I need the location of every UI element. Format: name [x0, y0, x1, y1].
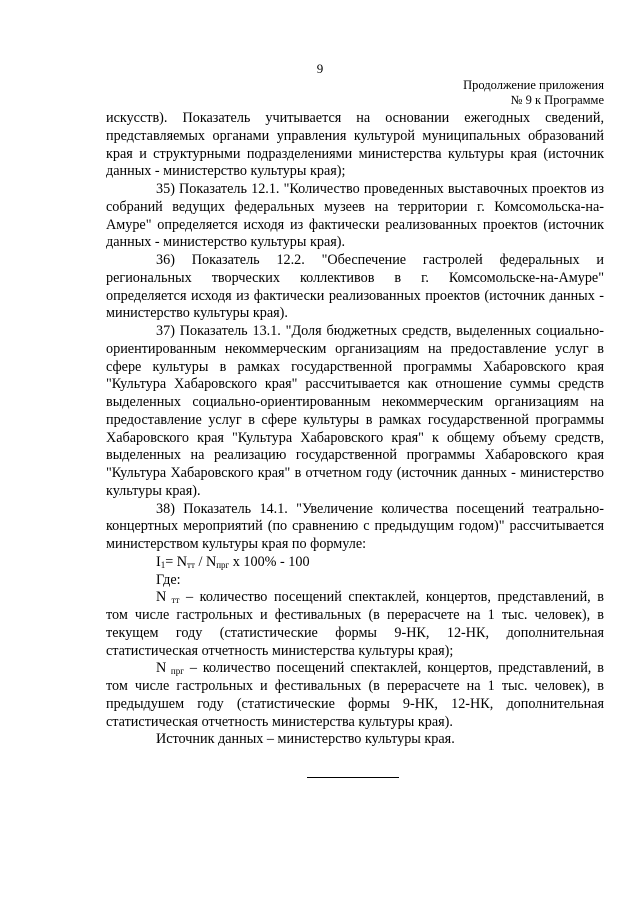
- end-divider: [307, 777, 399, 778]
- definition-ntt: [106, 589, 604, 660]
- definition-nprg: [106, 660, 604, 731]
- formula-slash: / N: [194, 553, 217, 570]
- paragraph-37: 37) Показатель 13.1. "Доля бюджетных средств, выделенных социально-ориентированным некоммерческим организациям на предоставление услуг в сфере культуры в рамках государственной программы Хабаровского края "Культура Хабаровского края" рассчитывается как отношение суммы средств выделенных социально-ориентированным некоммерческим организациям на предоставление услуг в сфере культуры в рамках государственной программы Хабаровского края "Культура Хабаровского края" к общему объему средств, выделенных на реализацию государственной программы Хабаровского края "Культура Хабаровского края" в отчетном году (источник данных - министерство культуры края).: [106, 323, 604, 499]
- document-body: [106, 110, 604, 749]
- appendix-header: [384, 78, 604, 108]
- where-label: Где:: [156, 571, 181, 588]
- appendix-header-line1: Продолжение приложения: [463, 78, 604, 92]
- paragraph-continuation: искусств). Показатель учитывается на основании ежегодных сведений, представляемых органами управления культурой муниципальных образований края и структурными подразделениями министерства культуры края (источник данных - министерство культуры края);: [106, 110, 604, 180]
- symbol-tt-sub: тт: [166, 595, 180, 606]
- symbol-prg-sub: прг: [166, 666, 184, 677]
- paragraph-38: 38) Показатель 14.1. "Увеличение количества посещений театрально-концертных мероприятий (по сравнению с предыдущим годом)" рассчитывается министерством культуры края по формуле:: [106, 500, 604, 552]
- formula-tt-sub: тт: [187, 559, 195, 570]
- paragraph-35: 35) Показатель 12.1. "Количество проведенных выставочных проектов из собраний ведущих федеральных музеев на территории г. Комсомольска-на-Амуре" определяется исходя из фактически реализованных проектов (источник данных - министерство культуры края).: [106, 181, 604, 251]
- formula-i: I: [156, 553, 161, 570]
- page-number: 9: [316, 61, 324, 76]
- formula: [106, 554, 604, 572]
- appendix-header-line2: № 9 к Программе: [510, 93, 604, 107]
- formula-prg-sub: прг: [216, 559, 230, 570]
- source-note: Источник данных – министерство культуры края.: [156, 731, 455, 748]
- definition-ntt-text: – количество посещений спектаклей, концертов, представлений, в том числе гастрольных и фестивальных (в перерасчете на 1 тыс. человек), в текущем году (статистические формы 9-НК, 12-НК, дополнительная статистическая отчетность министерства культуры края);: [106, 589, 604, 659]
- paragraph-36: 36) Показатель 12.2. "Обеспечение гастролей федеральных и региональных творческих коллективов в г. Комсомольске-на-Амуре" определяется исходя из фактически реализованных проектов (источник данных - министерство культуры края).: [106, 252, 604, 322]
- formula-rest: x 100% - 100: [229, 553, 310, 570]
- symbol-n-2: N: [156, 660, 167, 677]
- symbol-n: N: [156, 589, 167, 606]
- formula-i-sub: 1: [160, 559, 166, 570]
- formula-eq: = N: [165, 553, 188, 570]
- definition-nprg-text: – количество посещений спектаклей, концертов, представлений, в том числе гастрольных и фестивальных (в перерасчете на 1 тыс. человек), в предыдушем году (статистические формы 9-НК, 12-НК, дополнительная статистическая отчетность министерства культуры края).: [106, 660, 604, 730]
